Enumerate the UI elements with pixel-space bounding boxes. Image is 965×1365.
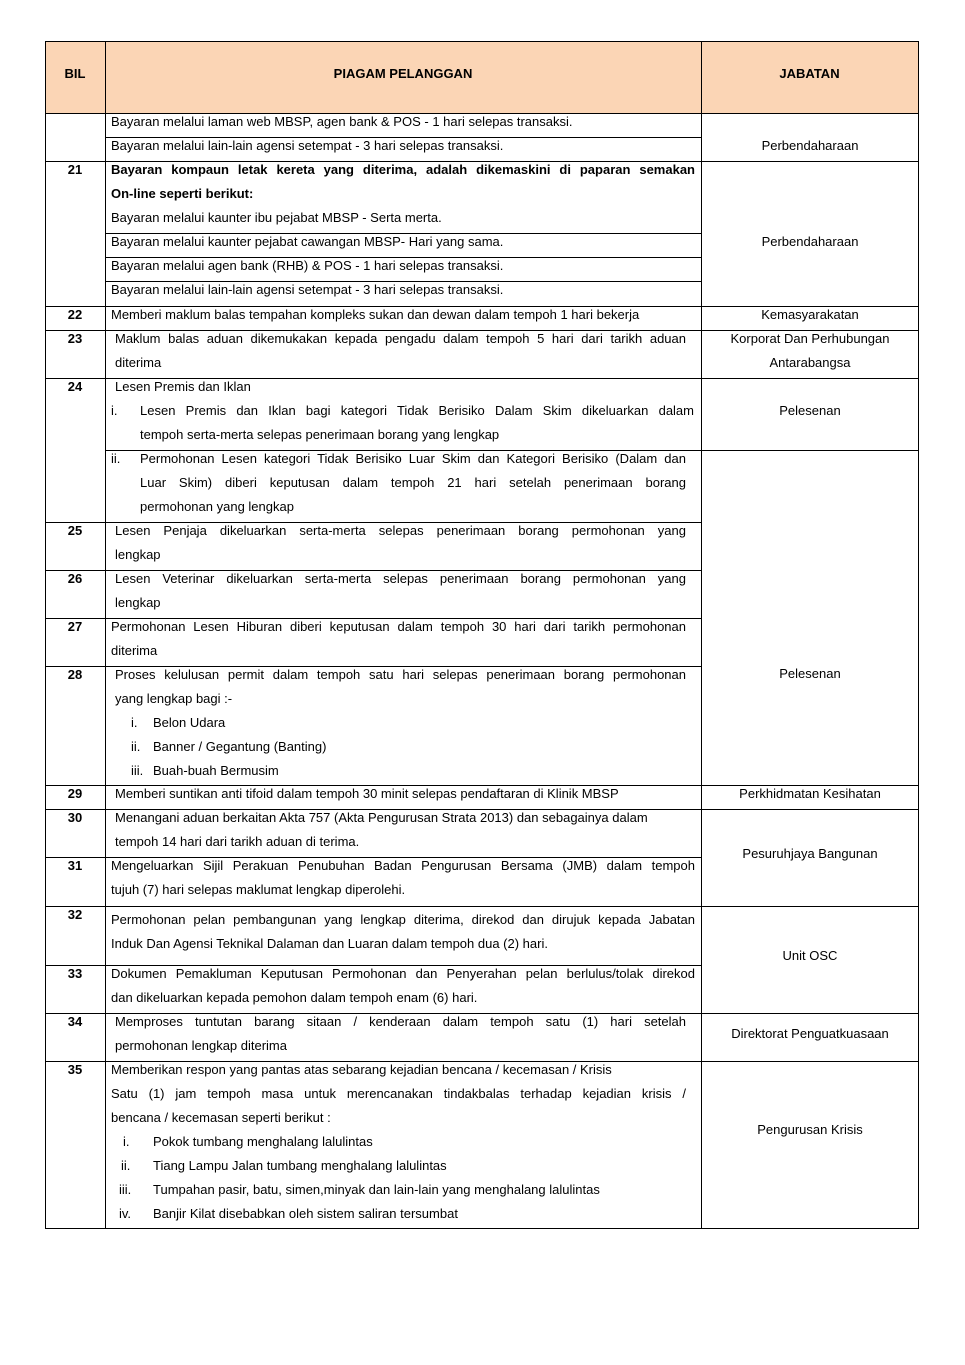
row21-line3: Bayaran melalui kaunter ibu pejabat MBSP - Serta merta.: [111, 210, 442, 225]
row34-bil: 34: [67, 1014, 83, 1029]
row33-line1: Dokumen Pemakluman Keputusan Permohonan dan Penyerahan pelan berlulus/tolak direkod: [111, 966, 695, 981]
table-border-bottom: [45, 1228, 919, 1229]
table-border-left: [45, 41, 46, 1229]
row34-jabatan: Direktorat Penguatkuasaan: [731, 1026, 889, 1041]
row29-bil: 29: [67, 786, 83, 801]
row34-line2: permohonan lengkap diterima: [115, 1038, 287, 1053]
row30-31-jabatan: Pesuruhjaya Bangunan: [742, 846, 878, 861]
column-divider-jabatan: [701, 41, 702, 1229]
row28-item-marker: i.: [131, 715, 138, 730]
row23-line2: diterima: [115, 355, 162, 370]
table-border-top: [45, 41, 919, 42]
row30-line1: Menangani aduan berkaitan Akta 757 (Akta Pengurusan Strata 2013) dan sebagainya dalam: [115, 810, 648, 825]
row20-line1: Bayaran melalui laman web MBSP, agen bank & POS - 1 hari selepas transaksi.: [111, 114, 573, 129]
row28-item-marker: ii.: [131, 739, 141, 754]
row23-bil: 23: [67, 331, 83, 346]
row28-bil: 28: [67, 667, 83, 682]
row35-jabatan: Pengurusan Krisis: [757, 1122, 863, 1137]
row32-33-jabatan: Unit OSC: [782, 948, 838, 963]
row-divider: [45, 906, 919, 907]
row35-item-marker: ii.: [121, 1158, 131, 1173]
row35-bil: 35: [67, 1062, 83, 1077]
row35-line2: Satu (1) jam tempoh masa untuk merencanakan tindakbalas terhadap kejadian krisis /: [111, 1086, 686, 1101]
row31-bil: 31: [67, 858, 83, 873]
row24-ii-line1: Permohonan Lesen kategori Tidak Berisiko Luar Skim dan Kategori Berisiko (Dalam dan: [140, 451, 686, 466]
row32-line2: Induk Dan Agensi Teknikal Dalaman dan Luaran dalam tempoh dua (2) hari.: [111, 936, 548, 951]
row32-bil: 32: [67, 907, 83, 922]
row28-item-marker: iii.: [131, 763, 144, 778]
row35-item-text: Tumpahan pasir, batu, simen,minyak dan lain-lain yang menghalang lalulintas: [153, 1182, 600, 1197]
row29-jabatan: Perkhidmatan Kesihatan: [739, 786, 881, 801]
row24-i-marker: i.: [111, 403, 118, 418]
row21-line4: Bayaran melalui kaunter pejabat cawangan MBSP- Hari yang sama.: [111, 234, 504, 249]
row21-line2: On-line seperti berikut:: [111, 186, 254, 201]
row21-jabatan: Perbendaharaan: [761, 234, 859, 249]
row32-line1: Permohonan pelan pembangunan yang lengkap diterima, direkod dan dirujuk kepada Jabatan: [111, 912, 695, 927]
row35-item-marker: i.: [123, 1134, 130, 1149]
row35-item-marker: iv.: [119, 1206, 132, 1221]
row29-line1: Memberi suntikan anti tifoid dalam tempoh 30 minit selepas pendaftaran di Klinik MBSP: [115, 786, 619, 801]
row24-i-line1: Lesen Premis dan Iklan bagi kategori Tidak Berisiko Dalam Skim dikeluarkan dalam: [140, 403, 694, 418]
row24-bil: 24: [67, 379, 83, 394]
header-piagam: PIAGAM PELANGGAN: [333, 66, 473, 81]
row24-line1: Lesen Premis dan Iklan: [115, 379, 251, 394]
row34-line1: Memproses tuntutan barang sitaan / kenderaan dalam tempoh satu (1) hari setelah: [115, 1014, 686, 1029]
column-divider-bil: [105, 41, 106, 1229]
service-charter-table: [45, 41, 919, 1229]
row31-line1: Mengeluarkan Sijil Perakuan Penubuhan Badan Pengurusan Bersama (JMB) dalam tempoh: [111, 858, 695, 873]
row33-bil: 33: [67, 966, 83, 981]
row21-line6: Bayaran melalui lain-lain agensi setempat - 3 hari selepas transaksi.: [111, 282, 504, 297]
row26-line2: lengkap: [115, 595, 161, 610]
row25-line1: Lesen Penjaja dikeluarkan serta-merta selepas penerimaan borang permohonan yang: [115, 523, 686, 538]
row35-item-marker: iii.: [119, 1182, 132, 1197]
row30-line2: tempoh 14 hari dari tarikh aduan di terima.: [115, 834, 360, 849]
row24-jabatan: Pelesenan: [779, 403, 841, 418]
row27-bil: 27: [67, 619, 83, 634]
row23-jabatan-line2: Antarabangsa: [769, 355, 851, 370]
row35-line1: Memberikan respon yang pantas atas sebarang kejadian bencana / kecemasan / Krisis: [111, 1062, 612, 1077]
row24-ii-marker: ii.: [111, 451, 121, 466]
header-jabatan: JABATAN: [779, 66, 840, 81]
row24-i-line2: tempoh serta-merta selepas penerimaan borang yang lengkap: [140, 427, 500, 442]
row20-line2: Bayaran melalui lain-lain agensi setempat - 3 hari selepas transaksi.: [111, 138, 504, 153]
row22-line1: Memberi maklum balas tempahan kompleks sukan dan dewan dalam tempoh 1 hari bekerja: [111, 307, 640, 322]
row27-line1: Permohonan Lesen Hiburan diberi keputusan dalam tempoh 30 hari dari tarikh permohonan: [111, 619, 686, 634]
row28-item-text: Belon Udara: [153, 715, 226, 730]
row26-bil: 26: [67, 571, 83, 586]
row35-line3: bencana / kecemasan seperti berikut :: [111, 1110, 331, 1125]
row21-line1: Bayaran kompaun letak kereta yang diterima, adalah dikemaskini di paparan semakan: [111, 162, 695, 177]
header-bil: BIL: [64, 66, 86, 81]
row24-ii-line3: permohonan yang lengkap: [140, 499, 294, 514]
row28-line1: Proses kelulusan permit dalam tempoh satu hari selepas penerimaan borang permohonan: [115, 667, 686, 682]
row22-jabatan: Kemasyarakatan: [761, 307, 859, 322]
row25-28-jabatan: Pelesenan: [779, 666, 841, 681]
row26-line1: Lesen Veterinar dikeluarkan serta-merta selepas penerimaan borang permohonan yang: [115, 571, 686, 586]
row28-line2: yang lengkap bagi :-: [115, 691, 233, 706]
row30-bil: 30: [67, 810, 83, 825]
row23-jabatan-line1: Korporat Dan Perhubungan: [730, 331, 890, 346]
row28-item-text: Banner / Gegantung (Banting): [153, 739, 327, 754]
row28-item-text: Buah-buah Bermusim: [153, 763, 279, 778]
row22-bil: 22: [67, 307, 83, 322]
row35-item-text: Pokok tumbang menghalang lalulintas: [153, 1134, 373, 1149]
row33-line2: dan dikeluarkan kepada pemohon dalam tempoh enam (6) hari.: [111, 990, 478, 1005]
row35-item-text: Tiang Lampu Jalan tumbang menghalang lalulintas: [153, 1158, 447, 1173]
table-border-right: [918, 41, 919, 1229]
row21-line5: Bayaran melalui agen bank (RHB) & POS - 1 hari selepas transaksi.: [111, 258, 504, 273]
row25-bil: 25: [67, 523, 83, 538]
row35-item-text: Banjir Kilat disebabkan oleh sistem saliran tersumbat: [153, 1206, 458, 1221]
row24-ii-line2: Luar Skim) diberi keputusan dalam tempoh 21 hari setelah penerimaan borang: [140, 475, 686, 490]
row25-line2: lengkap: [115, 547, 161, 562]
row23-line1: Maklum balas aduan dikemukakan kepada pengadu dalam tempoh 5 hari dari tarikh aduan: [115, 331, 686, 346]
row27-line2: diterima: [111, 643, 158, 658]
row20-jabatan: Perbendaharaan: [761, 138, 859, 153]
row31-line2: tujuh (7) hari selepas maklumat lengkap diperolehi.: [111, 882, 406, 897]
row21-bil: 21: [67, 162, 83, 177]
